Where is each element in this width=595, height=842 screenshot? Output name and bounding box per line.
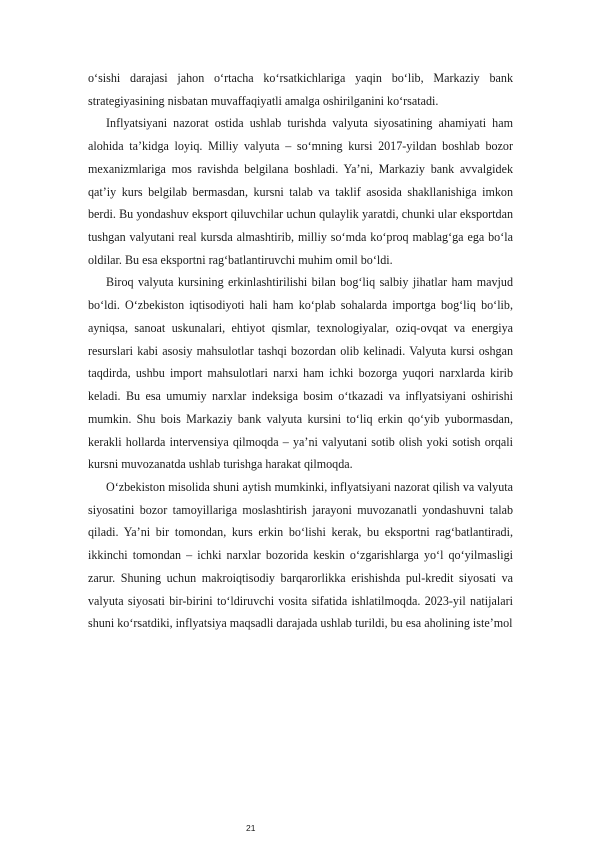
paragraph-import-dependence: Biroq valyuta kursining erkinlashtirilishi bilan bog‘liq salbiy jihatlar ham mavjud bo‘ldi. O‘zbekiston iqtisodiyoti hali ham ko‘plab sohalarda importga bog‘liq bo‘lib, ayniqsa, sanoat uskunalari, ehtiyot qismlar, texnologiyalar, oziq-ovqat va energiya resurslari kabi asosiy mahsulotlar tashqi bozordan olib kelinadi. Valyuta kursi oshgan taqdirda, ushbu import mahsulotlari narxi ham ichki bozorga yuqori narxlarda kirib keladi. Bu esa umumiy narxlar indeksiga bosim o‘tkazadi va inflyatsiyani oshirishi mumkin. Shu bois Markaziy bank valyuta kursini to‘liq erkin qo‘yib yubormasdan, kerakli hollarda intervensiya qilmoqda – ya’ni valyutani sotib olish yoki sotish orqali kursni muvozanatda ushlab turishga harakat qilmoqda. <box>88 275 513 472</box>
paragraph-continuation: o‘sishi darajasi jahon o‘rtacha ko‘rsatkichlariga yaqin bo‘lib, Markaziy bank strategiyasining nisbatan muvaffaqiyatli amalga oshirilganini ko‘rsatadi. <box>88 71 513 108</box>
paragraph-currency-policy: Inflyatsiyani nazorat ostida ushlab turishda valyuta siyosatining ahamiyati ham alohida ta’kidga loyiq. Milliy valyuta – so‘mning kursi 2017-yildan boshlab bozor mexanizmlariga mos ravishda belgilana boshladi. Ya’ni, Markaziy bank avvalgidek qat’iy kurs belgilab bermasdan, kursni talab va taklif asosida shakllanishiga imkon berdi. Bu yondashuv eksport qiluvchilar uchun qulaylik yaratdi, chunki ular eksportdan tushgan valyutani real kursda almashtirib, milliy so‘mda ko‘proq mablag‘ga ega bo‘la oldilar. Bu esa eksportni rag‘batlantiruvchi muhim omil bo‘ldi. <box>88 116 513 267</box>
body-text <box>88 67 513 635</box>
page-number: 21 <box>246 823 256 833</box>
paragraph-uzbekistan-balance: O‘zbekiston misolida shuni aytish mumkinki, inflyatsiyani nazorat qilish va valyuta siyosatini bozor tamoyillariga moslashtirish jarayoni muvozanatli yondashuvni talab qiladi. Ya’ni bir tomondan, kurs erkin bo‘lishi kerak, bu eksportni rag‘batlantiradi, ikkinchi tomondan – ichki narxlar bozorida keskin o‘zgarishlarga yo‘l qo‘yilmasligi zarur. Shuning uchun makroiqtisodiy barqarorlikka erishishda pul-kredit siyosati va valyuta siyosati bir-birini to‘ldiruvchi vosita sifatida ishlatilmoqda. 2023-yil natijalari shuni ko‘rsatdiki, inflyatsiya maqsadli darajada ushlab turildi, bu esa aholining iste’mol <box>88 479 513 631</box>
